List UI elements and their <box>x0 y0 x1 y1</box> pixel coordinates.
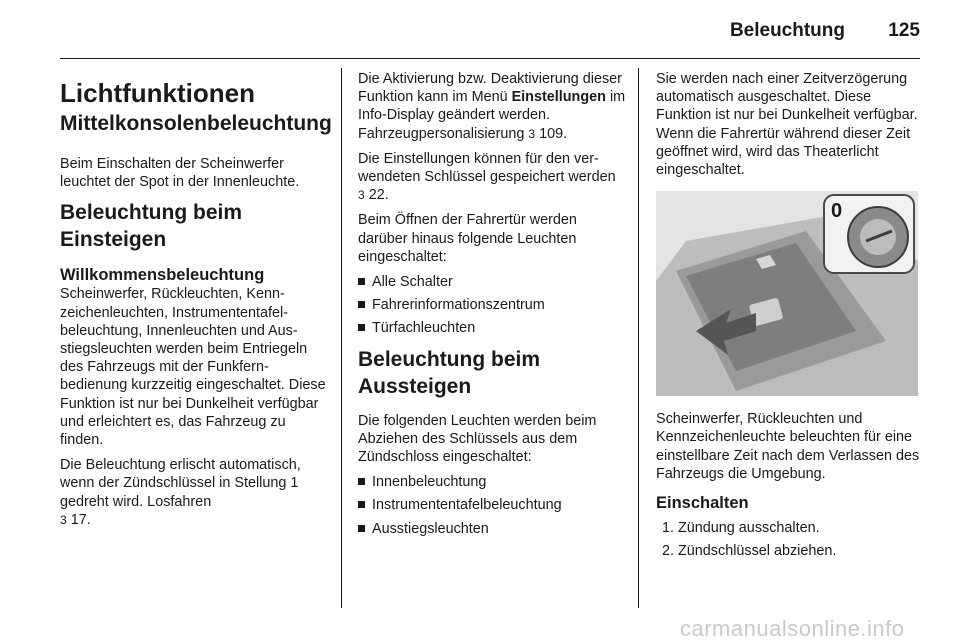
paragraph: Die folgenden Leuchten werden beim Abziehen des Schlüssels aus dem Zündschloss eingeschaltet: <box>358 412 597 466</box>
page-ref-icon: 3 <box>358 188 365 203</box>
bullet-icon <box>358 525 365 532</box>
light-switch-figure <box>656 191 918 396</box>
list-item: 2. Zündschlüssel abziehen. <box>662 543 837 560</box>
bullet-icon <box>358 301 365 308</box>
menu-term: Einstellungen <box>511 89 606 106</box>
paragraph: Die Aktivierung bzw. Deaktivierung dieser Funktion kann im Menü Einstellungen im Info-Display geändert werden. Fahrzeugpersonalisierung 3 109. <box>358 71 626 142</box>
list-item: Türfachleuchten <box>358 319 626 337</box>
paragraph: Die Beleuchtung erlischt automatisch, wenn der Zündschlüssel in Stellung 1 gedreht wird. Losfahren 3 17. <box>60 457 301 528</box>
section-title: Lichtfunktionen <box>60 78 255 108</box>
bullet-icon <box>358 478 365 485</box>
bullet-list <box>358 473 626 538</box>
paragraph: Beim Einschalten der Scheinwerfer leuchtet der Spot in der Innenleuchte. <box>60 156 300 191</box>
running-header-title: Beleuchtung <box>729 20 845 41</box>
list-item: Ausstiegsleuchten <box>358 520 626 538</box>
page-number: 125 <box>888 20 920 41</box>
subheading: Willkommensbeleuchtung <box>60 266 265 285</box>
bullet-icon <box>358 324 365 331</box>
bullet-icon <box>358 278 365 285</box>
list-item: Fahrerinformationszentrum <box>358 296 626 314</box>
page-ref-icon: 3 <box>60 512 67 527</box>
subsection-title: Beleuchtung beim Aussteigen <box>358 347 541 398</box>
paragraph: Beim Öffnen der Fahrertür werden darüber hinaus folgende Leuchten eingeschaltet: <box>358 212 577 265</box>
right-column <box>656 70 924 565</box>
subsection-title: Mittelkonsolenbeleuchtung <box>60 112 332 135</box>
column-divider-2 <box>638 68 639 608</box>
subheading: Einschalten <box>656 494 749 513</box>
watermark: carmanualsonline.info <box>680 616 905 641</box>
paragraph: Scheinwerfer, Rückleuchten und Kennzeichenleuchte beleuchten für eine einstellbare Zeit nach dem Verlassen des Fahrzeugs die Umgebung. <box>656 411 920 482</box>
paragraph: Die Einstellungen können für den verwendeten Schlüssel gespeichert werden 3 22. <box>358 150 616 204</box>
middle-column <box>358 70 626 545</box>
paragraph: Scheinwerfer, Rückleuchten, Kennzeichenleuchten, Instrumententafelbeleuchtung, Innenleuchten und Ausstiegsleuchten werden beim Entriegeln des Fahrzeugs mit der Funkfernbedienung kurzzeitig eingeschaltet. Diese Funktion ist nur bei Dunkelheit verfügbar und erleichtert es, das Fahrzeug zu finden. <box>60 286 326 449</box>
step-list <box>656 519 924 560</box>
list-item: Innenbeleuchtung <box>358 473 626 491</box>
left-column <box>60 70 332 536</box>
light-switch-illustration <box>656 191 918 396</box>
bullet-icon <box>358 501 365 508</box>
subsection-title: Beleuchtung beim Einsteigen <box>60 201 243 252</box>
list-item: 1. Zündung ausschalten. <box>662 520 820 537</box>
list-item: Alle Schalter <box>358 273 626 291</box>
column-divider-1 <box>341 68 342 608</box>
header-rule <box>60 58 920 59</box>
list-item: Instrumententafelbeleuchtung <box>358 496 626 514</box>
figure-label: 0 <box>831 200 843 223</box>
bullet-list <box>358 273 626 338</box>
paragraph: Sie werden nach einer Zeitverzögerung automatisch ausgeschaltet. Diese Funktion ist nur bei Dunkelheit verfügbar. Wenn die Fahrertür während dieser Zeit geöffnet wird, wird das Theaterlicht eingeschaltet. <box>656 71 918 179</box>
page-ref-icon: 3 <box>528 126 536 141</box>
